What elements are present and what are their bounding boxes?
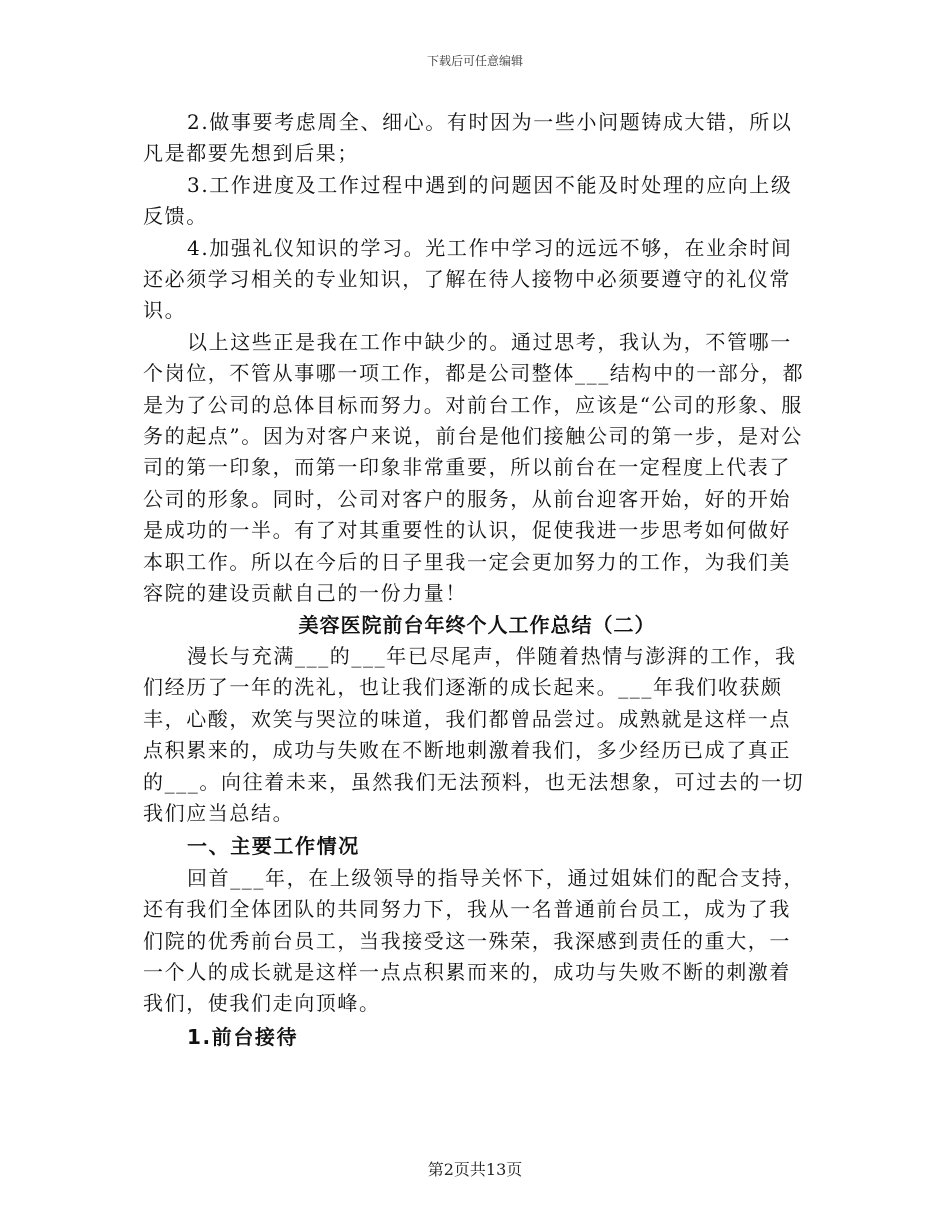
body-paragraph: 回首___年，在上级领导的指导关怀下，通过姐妹们的配合支持，还有我们全体团队的共同努力下，我从一名普通前台员工，成为了我们院的优秀前台员工，当我接受这一殊荣，我深感到责任的重大，一一个人的成长就是这样一点点积累而来的，成功与失败不断的刺激着我们，使我们走向顶峰。 — [143, 865, 805, 1016]
list-item-4: 4.加强礼仪知识的学习。光工作中学习的远远不够，在业余时间还必须学习相关的专业知识，了解在待人接物中必须要遵守的礼仪常识。 — [143, 235, 793, 323]
section-title: 美容医院前台年终个人工作总结（二） — [298, 612, 656, 637]
list-item-2: 2.做事要考虑周全、细心。有时因为一些小问题铸成大错，所以凡是都要先想到后果； — [143, 110, 793, 166]
body-paragraph: 漫长与充满___的___年已尽尾声，伴随着热情与澎湃的工作，我们经历了一年的洗礼，也让我们逐渐的成长起来。___年我们收获颇丰，心酸，欢笑与哭泣的味道，我们都曾品尝过。成熟就是这样一点点积累来的，成功与失败在不断地刺激着我们，多少经历已成了真正的___。向往着未来，虽然我们无法预料，也无法想象，可过去的一切我们应当总结。 — [143, 643, 805, 825]
section-heading: 一、主要工作情况 — [187, 834, 360, 859]
list-item-3: 3.工作进度及工作过程中遇到的问题因不能及时处理的应向上级反馈。 — [143, 172, 793, 229]
subsection-heading: 1.前台接待 — [187, 1024, 299, 1049]
body-paragraph: 以上这些正是我在工作中缺少的。通过思考，我认为，不管哪一个岗位，不管从事哪一项工作，都是公司整体___结构中的一部分，都是为了公司的总体目标而努力。对前台工作，应该是“公司的形象、服务的起点”。因为对客户来说，前台是他们接触公司的第一步，是对公司的第一印象，而第一印象非常重要，所以前台在一定程度上代表了公司的形象。同时，公司对客户的服务，从前台迎客开始，好的开始是成功的一半。有了对其重要性的认识，促使我进一步思考如何做好本职工作。所以在今后的日子里我一定会更加努力的工作，为我们美容院的建设贡献自己的一份力量！ — [143, 329, 805, 606]
page-header: 下载后可任意编辑 — [426, 54, 523, 68]
document-body — [143, 107, 811, 1053]
page-number: 第2页共13页 — [427, 1160, 523, 1179]
